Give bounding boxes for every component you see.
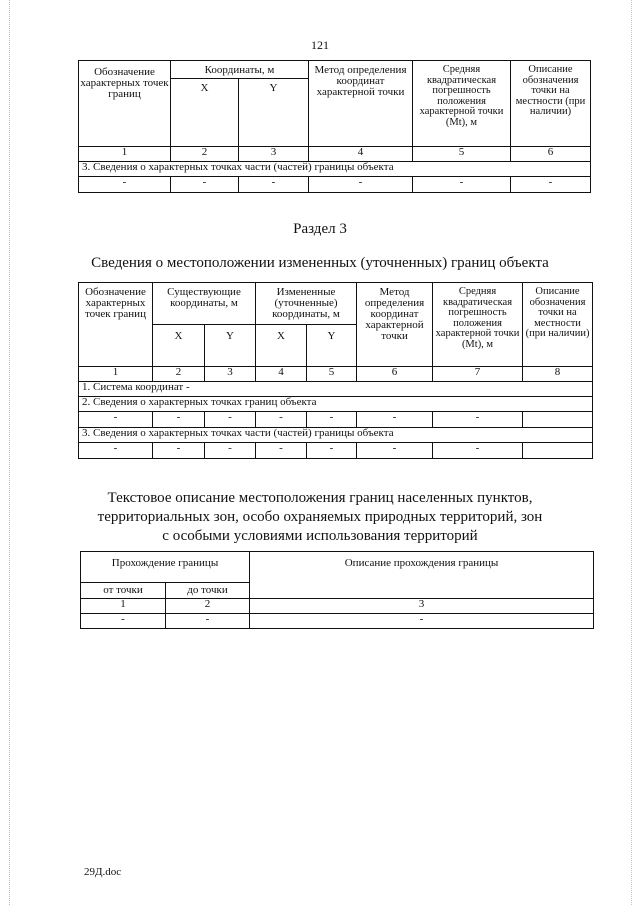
title-line: с особыми условиями использования территорий <box>162 528 478 544</box>
table-cell: - <box>81 614 166 629</box>
table-cell: - <box>433 443 523 459</box>
header-error: Средняя квадратическая погрешность положения характерной точки (Mt), м <box>413 61 511 147</box>
col-number: 3 <box>250 599 594 614</box>
col-number: 5 <box>413 147 511 162</box>
header-designation: Обозначение характерных точек границ <box>79 61 171 147</box>
col-number: 5 <box>307 367 357 382</box>
table-cell: - <box>307 412 357 428</box>
header-method: Метод определения координат характерной точки <box>309 61 413 147</box>
col-number: 6 <box>511 147 591 162</box>
table-cell: - <box>79 177 171 193</box>
coordinate-system-row: 1. Система координат - <box>79 382 593 397</box>
col-number: 2 <box>166 599 250 614</box>
header-x: X <box>256 325 307 367</box>
title-line: Текстовое описание местоположения границ населенных пунктов, <box>107 490 533 506</box>
section-row: 3. Сведения о характерных точках части (частей) границы объекта <box>79 162 591 177</box>
table-cell: - <box>307 443 357 459</box>
section-title: Раздел 3 <box>293 221 347 237</box>
col-number: 3 <box>239 147 309 162</box>
header-designation: Обозначение характерных точек границ <box>79 283 153 367</box>
table-cell: - <box>79 412 153 428</box>
table-cell: - <box>256 412 307 428</box>
col-number: 2 <box>153 367 205 382</box>
header-description: Описание обозначения точки на местности (при наличии) <box>511 61 591 147</box>
col-number: 6 <box>357 367 433 382</box>
header-from-point: от точки <box>81 583 166 599</box>
header-coordinates: Координаты, м <box>171 61 309 79</box>
table-cell: - <box>153 412 205 428</box>
col-number: 7 <box>433 367 523 382</box>
title-line: территориальных зон, особо охраняемых природных территорий, зон <box>97 509 543 525</box>
header-passage-description: Описание прохождения границы <box>250 552 594 599</box>
table-cell: - <box>205 412 256 428</box>
table-cell: - <box>511 177 591 193</box>
table-cell: - <box>357 443 433 459</box>
col-number: 8 <box>523 367 593 382</box>
table-cell: - <box>413 177 511 193</box>
col-number: 1 <box>81 599 166 614</box>
table-cell: - <box>79 443 153 459</box>
header-to-point: до точки <box>166 583 250 599</box>
header-existing-coordinates: Существующие координаты, м <box>153 283 256 325</box>
scan-edge-left <box>9 0 10 905</box>
table-cell: - <box>205 443 256 459</box>
section-row: 2. Сведения о характерных точках границ объекта <box>79 397 593 412</box>
table-cell: - <box>250 614 594 629</box>
scan-edge-right <box>631 0 632 905</box>
header-y: Y <box>205 325 256 367</box>
header-changed-coordinates: Измененные (уточненные) координаты, м <box>256 283 357 325</box>
col-number: 3 <box>205 367 256 382</box>
text-description-title <box>0 489 640 546</box>
header-y: Y <box>307 325 357 367</box>
table-cell: - <box>153 443 205 459</box>
table-cell: - <box>433 412 523 428</box>
table-cell: - <box>256 443 307 459</box>
header-y: Y <box>239 79 309 147</box>
table-cell: - <box>309 177 413 193</box>
table-cell <box>523 412 593 428</box>
table-cell: - <box>166 614 250 629</box>
header-description: Описание обозначения точки на местности (при наличии) <box>523 283 593 367</box>
table-cell: - <box>171 177 239 193</box>
table-cell: - <box>239 177 309 193</box>
file-name-footer: 29Д.doc <box>84 866 122 878</box>
table-cell: - <box>357 412 433 428</box>
col-number: 1 <box>79 147 171 162</box>
header-x: X <box>153 325 205 367</box>
header-x: X <box>171 79 239 147</box>
header-error: Средняя квадратическая погрешность положения характерной точки (Mt), м <box>433 283 523 367</box>
header-method: Метод определения координат характерной точки <box>357 283 433 367</box>
section-row: 3. Сведения о характерных точках части (частей) границы объекта <box>79 428 593 443</box>
page-number: 121 <box>311 38 329 52</box>
section-subtitle: Сведения о местоположении измененных (уточненных) границ объекта <box>91 255 549 271</box>
header-passage: Прохождение границы <box>81 552 250 583</box>
table-cell <box>523 443 593 459</box>
col-number: 4 <box>309 147 413 162</box>
boundary-passage-table <box>80 551 594 629</box>
col-number: 2 <box>171 147 239 162</box>
col-number: 4 <box>256 367 307 382</box>
col-number: 1 <box>79 367 153 382</box>
boundary-points-part-table <box>78 60 591 193</box>
changed-boundaries-table <box>78 282 593 459</box>
